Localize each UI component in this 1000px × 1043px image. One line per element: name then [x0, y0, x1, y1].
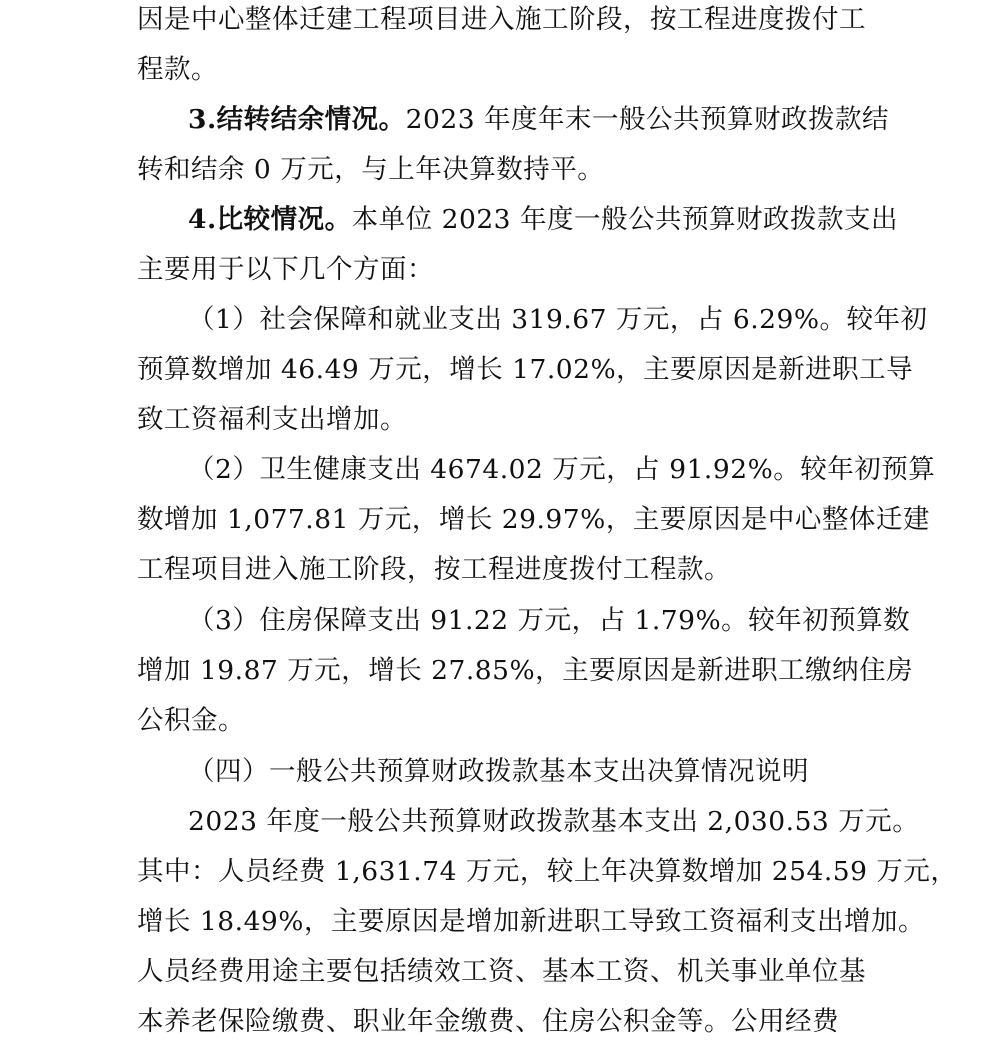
paragraph-text: 2023 年度年末一般公共预算财政拨款结 — [405, 104, 890, 135]
section-heading-basic-expenditure: （四）一般公共预算财政拨款基本支出决算情况说明 — [188, 756, 809, 787]
section-heading-carryover: 3.结转结余情况。 — [188, 104, 406, 135]
paragraph-line: 2023 年度一般公共预算财政拨款基本支出 2,030.53 万元。 — [188, 806, 920, 837]
paragraph-line: 其中：人员经费 1,631.74 万元，较上年决算数增加 254.59 万元， — [137, 856, 958, 887]
paragraph-line: 因是中心整体迁建工程项目进入施工阶段，按工程进度拨付工 — [137, 4, 866, 35]
section-4-line — [188, 203, 898, 237]
section-heading-comparison: 4.比较情况。 — [188, 204, 352, 235]
paragraph-line: 致工资福利支出增加。 — [137, 404, 407, 435]
list-item-2-line: （2）卫生健康支出 4674.02 万元，占 91.92%。较年初预算 — [188, 454, 936, 485]
paragraph-text: 本单位 2023 年度一般公共预算财政拨款支出 — [351, 204, 898, 235]
list-item-1-line: （1）社会保障和就业支出 319.67 万元，占 6.29%。较年初 — [188, 304, 928, 335]
paragraph-line: 转和结余 0 万元，与上年决算数持平。 — [137, 154, 605, 185]
paragraph-line: 工程项目进入施工阶段，按工程进度拨付工程款。 — [137, 554, 731, 585]
paragraph-line: 公积金。 — [137, 705, 245, 736]
paragraph-line: 主要用于以下几个方面： — [137, 254, 434, 285]
paragraph-line: 程款。 — [137, 54, 218, 85]
paragraph-line: 增长 18.49%，主要原因是增加新进职工导致工资福利支出增加。 — [137, 906, 925, 937]
list-item-3-line: （3）住房保障支出 91.22 万元，占 1.79%。较年初预算数 — [188, 605, 911, 636]
paragraph-line: 增加 19.87 万元，增长 27.85%，主要原因是新进职工缴纳住房 — [137, 655, 914, 686]
paragraph-line: 人员经费用途主要包括绩效工资、基本工资、机关事业单位基 — [137, 956, 866, 987]
paragraph-line: 本养老保险缴费、职业年金缴费、住房公积金等。公用经费 — [137, 1006, 839, 1037]
section-3-line — [188, 103, 889, 137]
paragraph-line: 数增加 1,077.81 万元，增长 29.97%，主要原因是中心整体迁建 — [137, 504, 930, 535]
paragraph-line: 预算数增加 46.49 万元，增长 17.02%，主要原因是新进职工导 — [137, 354, 914, 385]
